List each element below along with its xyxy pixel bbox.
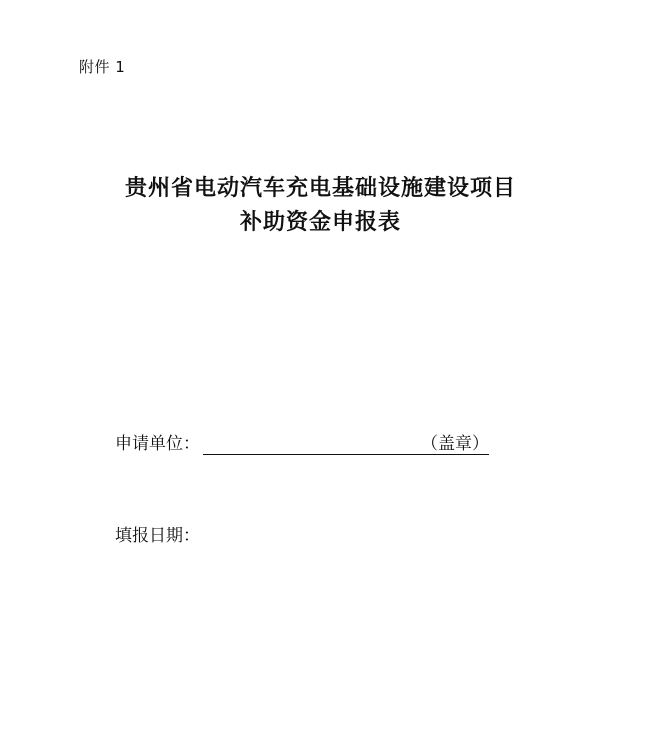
applicant-field-row (115, 433, 489, 455)
attachment-label: 附件 1 (79, 58, 126, 76)
date-label: 填报日期： (115, 526, 200, 546)
seal-note: （盖章） (421, 434, 489, 454)
date-field-row (115, 525, 200, 547)
document-title (0, 172, 647, 240)
applicant-input-line[interactable] (203, 433, 489, 455)
title-line-1: 贵州省电动汽车充电基础设施建设项目 (124, 176, 516, 201)
applicant-label: 申请单位： (115, 434, 200, 454)
title-line-2: 补助资金申报表 (239, 210, 401, 235)
